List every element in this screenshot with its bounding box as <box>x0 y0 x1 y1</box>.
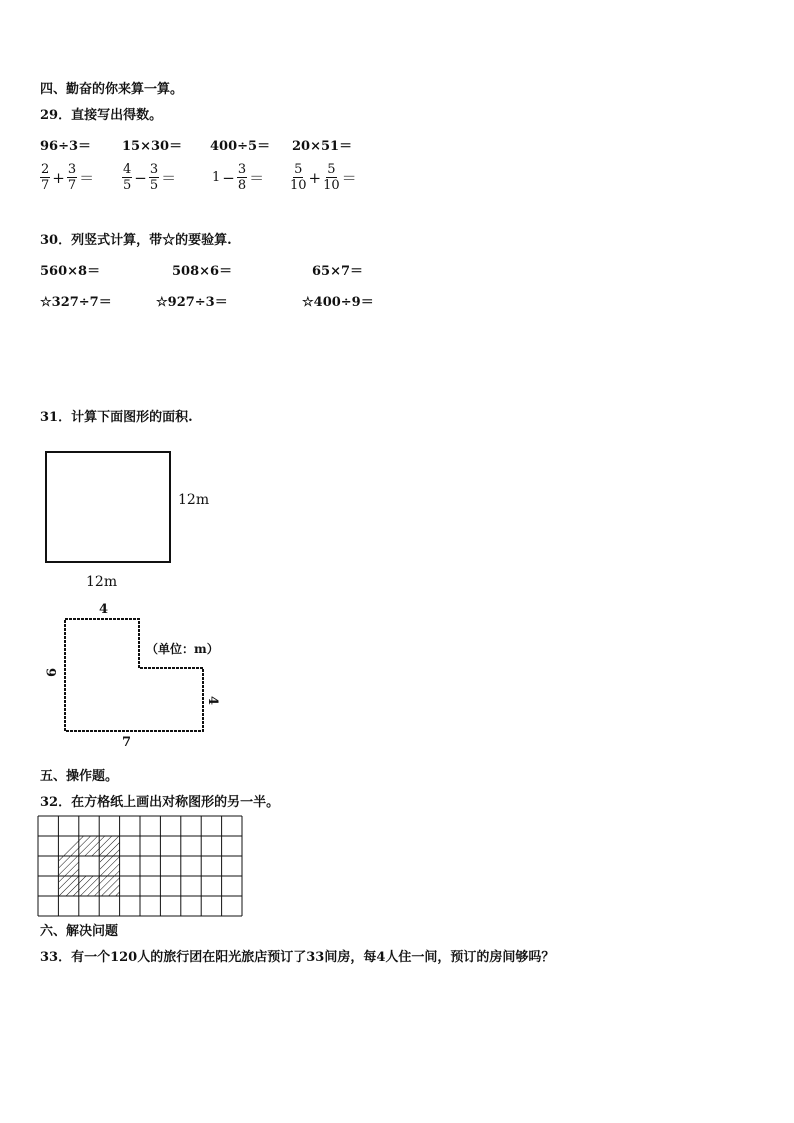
numerator: 3 <box>237 162 247 177</box>
denominator: 10 <box>290 178 307 193</box>
denominator: 5 <box>123 178 132 193</box>
square-bottom-label: 12m <box>86 574 118 590</box>
question-29-title: 29．直接写出得数。 <box>40 108 163 123</box>
q30-item-4: ☆327÷7＝ <box>40 295 112 310</box>
numerator: 3 <box>67 162 77 177</box>
numerator: 3 <box>149 162 159 177</box>
question-32-title: 32．在方格纸上画出对称图形的另一半。 <box>40 795 280 810</box>
equals: ＝ <box>161 169 177 187</box>
operator: + <box>308 168 322 187</box>
l-shape-unit-label: （单位：m） <box>146 642 219 656</box>
numerator: 2 <box>41 162 50 177</box>
numerator: 5 <box>294 162 303 177</box>
denominator: 7 <box>41 178 50 193</box>
q30-item-3: 65×7＝ <box>312 264 364 279</box>
denominator: 7 <box>67 178 77 193</box>
q29-item-2: 15×30＝ <box>122 139 183 154</box>
q29-item-1: 96÷3＝ <box>40 139 92 154</box>
question-33-title: 33．有一个120人的旅行团在阳光旅店预订了33间房，每4人住一间，预订的房间够吗？ <box>40 950 555 965</box>
q30-item-6: ☆400÷9＝ <box>302 295 374 310</box>
q30-item-5: ☆927÷3＝ <box>156 295 228 310</box>
equals: ＝ <box>79 169 95 187</box>
q29-item-3: 400÷5＝ <box>210 139 271 154</box>
question-31-title: 31．计算下面图形的面积. <box>40 410 193 425</box>
l-shape-bottom-label: 7 <box>122 735 132 750</box>
denominator: 8 <box>237 178 247 193</box>
whole-number: 1 <box>212 170 221 185</box>
denominator: 5 <box>149 178 159 193</box>
numerator: 5 <box>327 162 336 177</box>
operator: − <box>222 168 235 187</box>
square-side-label: 12m <box>178 492 210 508</box>
section-6-heading: 六、解决问题 <box>40 924 119 939</box>
q30-item-2: 508×6＝ <box>172 264 233 279</box>
denominator: 10 <box>323 178 340 193</box>
operator: + <box>52 168 65 187</box>
section-4-heading: 四、勤奋的你来算一算。 <box>40 82 184 97</box>
numerator: 4 <box>123 162 132 177</box>
equals: ＝ <box>341 169 357 187</box>
hatched-half-shape <box>59 836 120 896</box>
q30-item-1: 560×8＝ <box>40 264 101 279</box>
q29-item-4: 20×51＝ <box>292 139 353 154</box>
l-shape-top-label: 4 <box>99 602 109 617</box>
operator: − <box>134 168 147 187</box>
l-shape-left-label: 6 <box>45 667 61 678</box>
equals: ＝ <box>249 169 265 187</box>
l-shape-right-label: 4 <box>205 695 221 706</box>
section-5-heading: 五、操作题。 <box>40 769 119 784</box>
question-30-title: 30．列竖式计算，带☆的要验算. <box>40 233 232 248</box>
